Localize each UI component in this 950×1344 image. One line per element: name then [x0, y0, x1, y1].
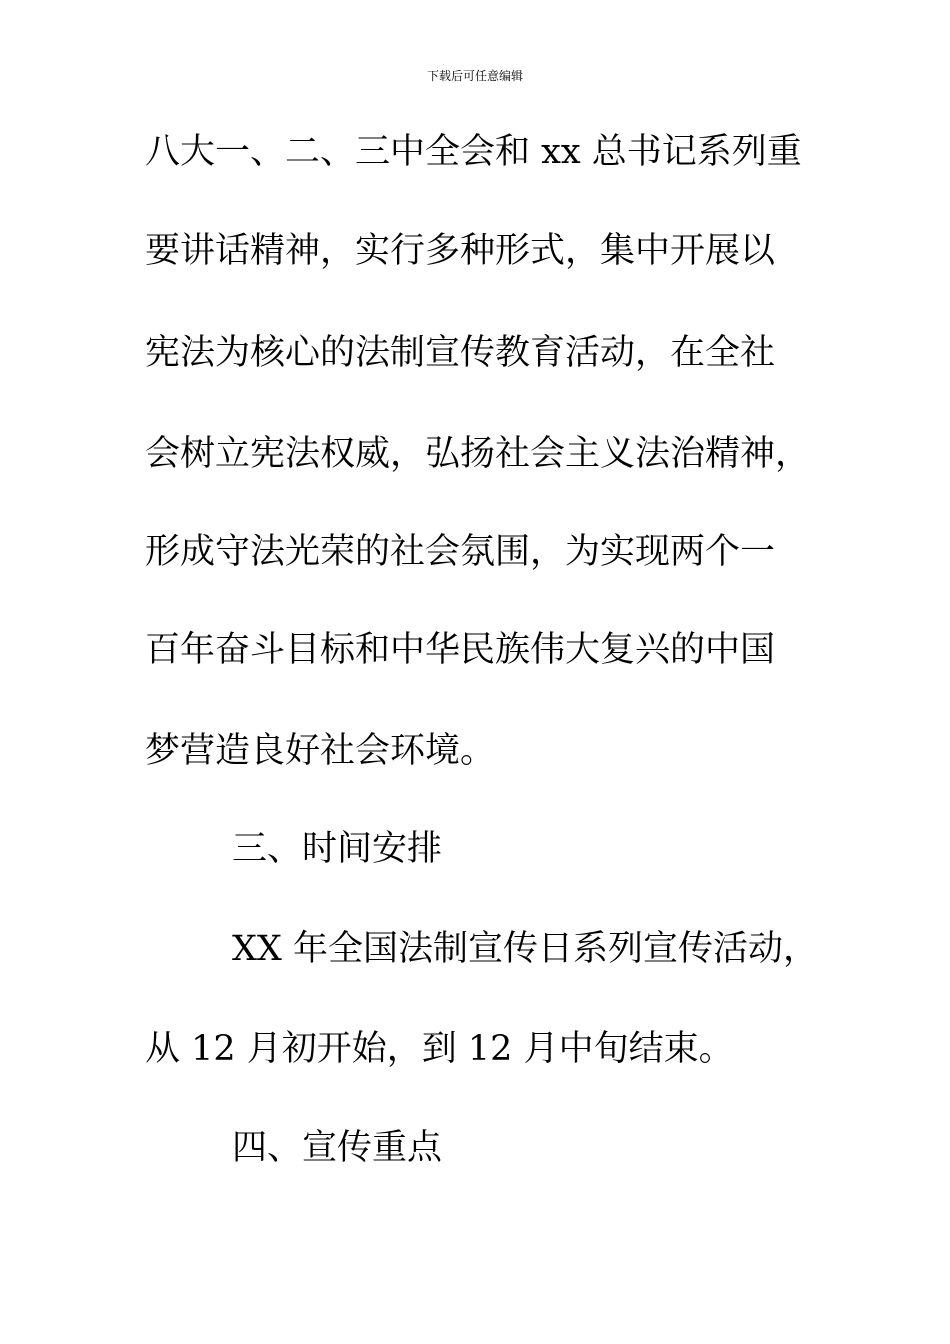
paragraph-line: 要讲话精神，实行多种形式，集中开展以	[145, 231, 776, 271]
paragraph-line: 从 12 月初开始，到 12 月中旬结束。	[145, 1029, 734, 1069]
paragraph-line: XX 年全国法制宣传日系列宣传活动，	[232, 929, 818, 969]
section-heading-publicity-focus: 四、宣传重点	[232, 1128, 443, 1168]
paragraph-line: 宪法为核心的法制宣传教育活动，在全社	[145, 333, 776, 373]
paragraph-line: 梦营造良好社会环境。	[145, 731, 496, 771]
page-header: 下载后可任意编辑	[426, 69, 523, 83]
paragraph-line: 百年奋斗目标和中华民族伟大复兴的中国	[145, 630, 776, 670]
paragraph-line: 形成守法光荣的社会氛围，为实现两个一	[145, 532, 776, 572]
paragraph-line: 会树立宪法权威，弘扬社会主义法治精神，	[145, 434, 811, 474]
section-heading-time-schedule: 三、时间安排	[232, 829, 443, 869]
paragraph-line: 八大一、二、三中全会和 xx 总书记系列重	[145, 132, 802, 172]
